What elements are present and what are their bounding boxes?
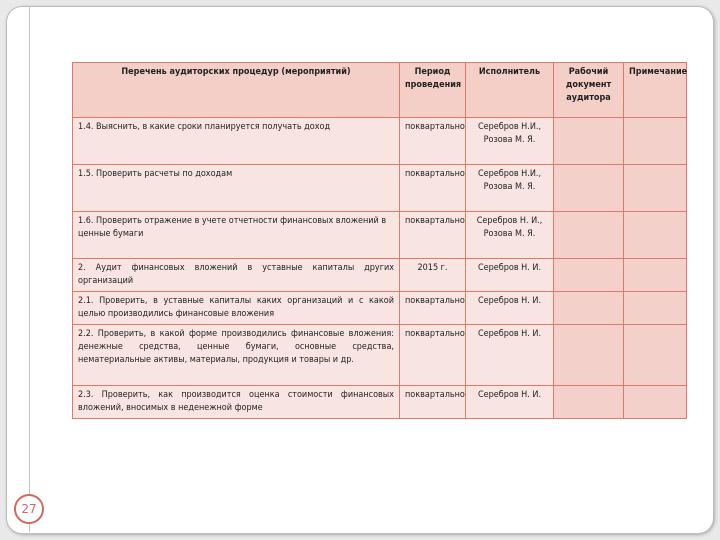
table-row bbox=[73, 325, 687, 386]
header-executor: Исполнитель bbox=[466, 63, 554, 118]
header-working-document: Рабочий документ аудитора bbox=[554, 63, 624, 118]
period-cell: поквартально bbox=[400, 325, 466, 386]
period-cell: поквартально bbox=[400, 386, 466, 419]
table-row bbox=[73, 212, 687, 259]
table-row bbox=[73, 386, 687, 419]
period-cell: поквартально bbox=[400, 212, 466, 259]
executor-cell: Серебров Н. И. bbox=[466, 325, 554, 386]
slide-number: 27 bbox=[14, 494, 44, 524]
document-cell bbox=[554, 212, 624, 259]
note-cell bbox=[624, 386, 687, 419]
executor-cell: Серебров Н. И. bbox=[466, 259, 554, 292]
table-row bbox=[73, 165, 687, 212]
table-row bbox=[73, 259, 687, 292]
executor-cell: Серебров Н. И., Розова М. Я. bbox=[466, 212, 554, 259]
period-cell: 2015 г. bbox=[400, 259, 466, 292]
procedure-cell: 1.4. Выяснить, в какие сроки планируется получать доход bbox=[73, 118, 400, 165]
note-cell bbox=[624, 259, 687, 292]
note-cell bbox=[624, 118, 687, 165]
header-note: Примечание bbox=[624, 63, 687, 118]
procedure-cell: 2.1. Проверить, в уставные капиталы каких организаций и с какой целью производились финансовые вложения bbox=[73, 292, 400, 325]
document-cell bbox=[554, 165, 624, 212]
procedure-cell: 2.2. Проверить, в какой форме производились финансовые вложения: денежные средства, ценные бумаги, основные средства, нематериальные активы, материалы, продукция и товары и др. bbox=[73, 325, 400, 386]
executor-cell: Серебров Н.И., Розова М. Я. bbox=[466, 165, 554, 212]
table-header-row bbox=[73, 63, 687, 118]
audit-procedures-table bbox=[72, 62, 687, 419]
executor-cell: Серебров Н. И. bbox=[466, 292, 554, 325]
document-cell bbox=[554, 259, 624, 292]
header-period: Период проведения bbox=[400, 63, 466, 118]
note-cell bbox=[624, 165, 687, 212]
procedure-cell: 1.5. Проверить расчеты по доходам bbox=[73, 165, 400, 212]
slide-divider bbox=[29, 6, 30, 532]
note-cell bbox=[624, 212, 687, 259]
executor-cell: Серебров Н.И., Розова М. Я. bbox=[466, 118, 554, 165]
note-cell bbox=[624, 292, 687, 325]
period-cell: поквартально bbox=[400, 292, 466, 325]
executor-cell: Серебров Н. И. bbox=[466, 386, 554, 419]
document-cell bbox=[554, 325, 624, 386]
period-cell: поквартально bbox=[400, 118, 466, 165]
period-cell: поквартально bbox=[400, 165, 466, 212]
note-cell bbox=[624, 325, 687, 386]
table-row bbox=[73, 118, 687, 165]
procedure-cell: 2. Аудит финансовых вложений в уставные капиталы других организаций bbox=[73, 259, 400, 292]
header-procedures: Перечень аудиторских процедур (мероприятий) bbox=[73, 63, 400, 118]
document-cell bbox=[554, 118, 624, 165]
document-cell bbox=[554, 292, 624, 325]
procedure-cell: 1.6. Проверить отражение в учете отчетности финансовых вложений в ценные бумаги bbox=[73, 212, 400, 259]
table-row bbox=[73, 292, 687, 325]
procedure-cell: 2.3. Проверить, как производится оценка стоимости финансовых вложений, вносимых в неденежной форме bbox=[73, 386, 400, 419]
document-cell bbox=[554, 386, 624, 419]
